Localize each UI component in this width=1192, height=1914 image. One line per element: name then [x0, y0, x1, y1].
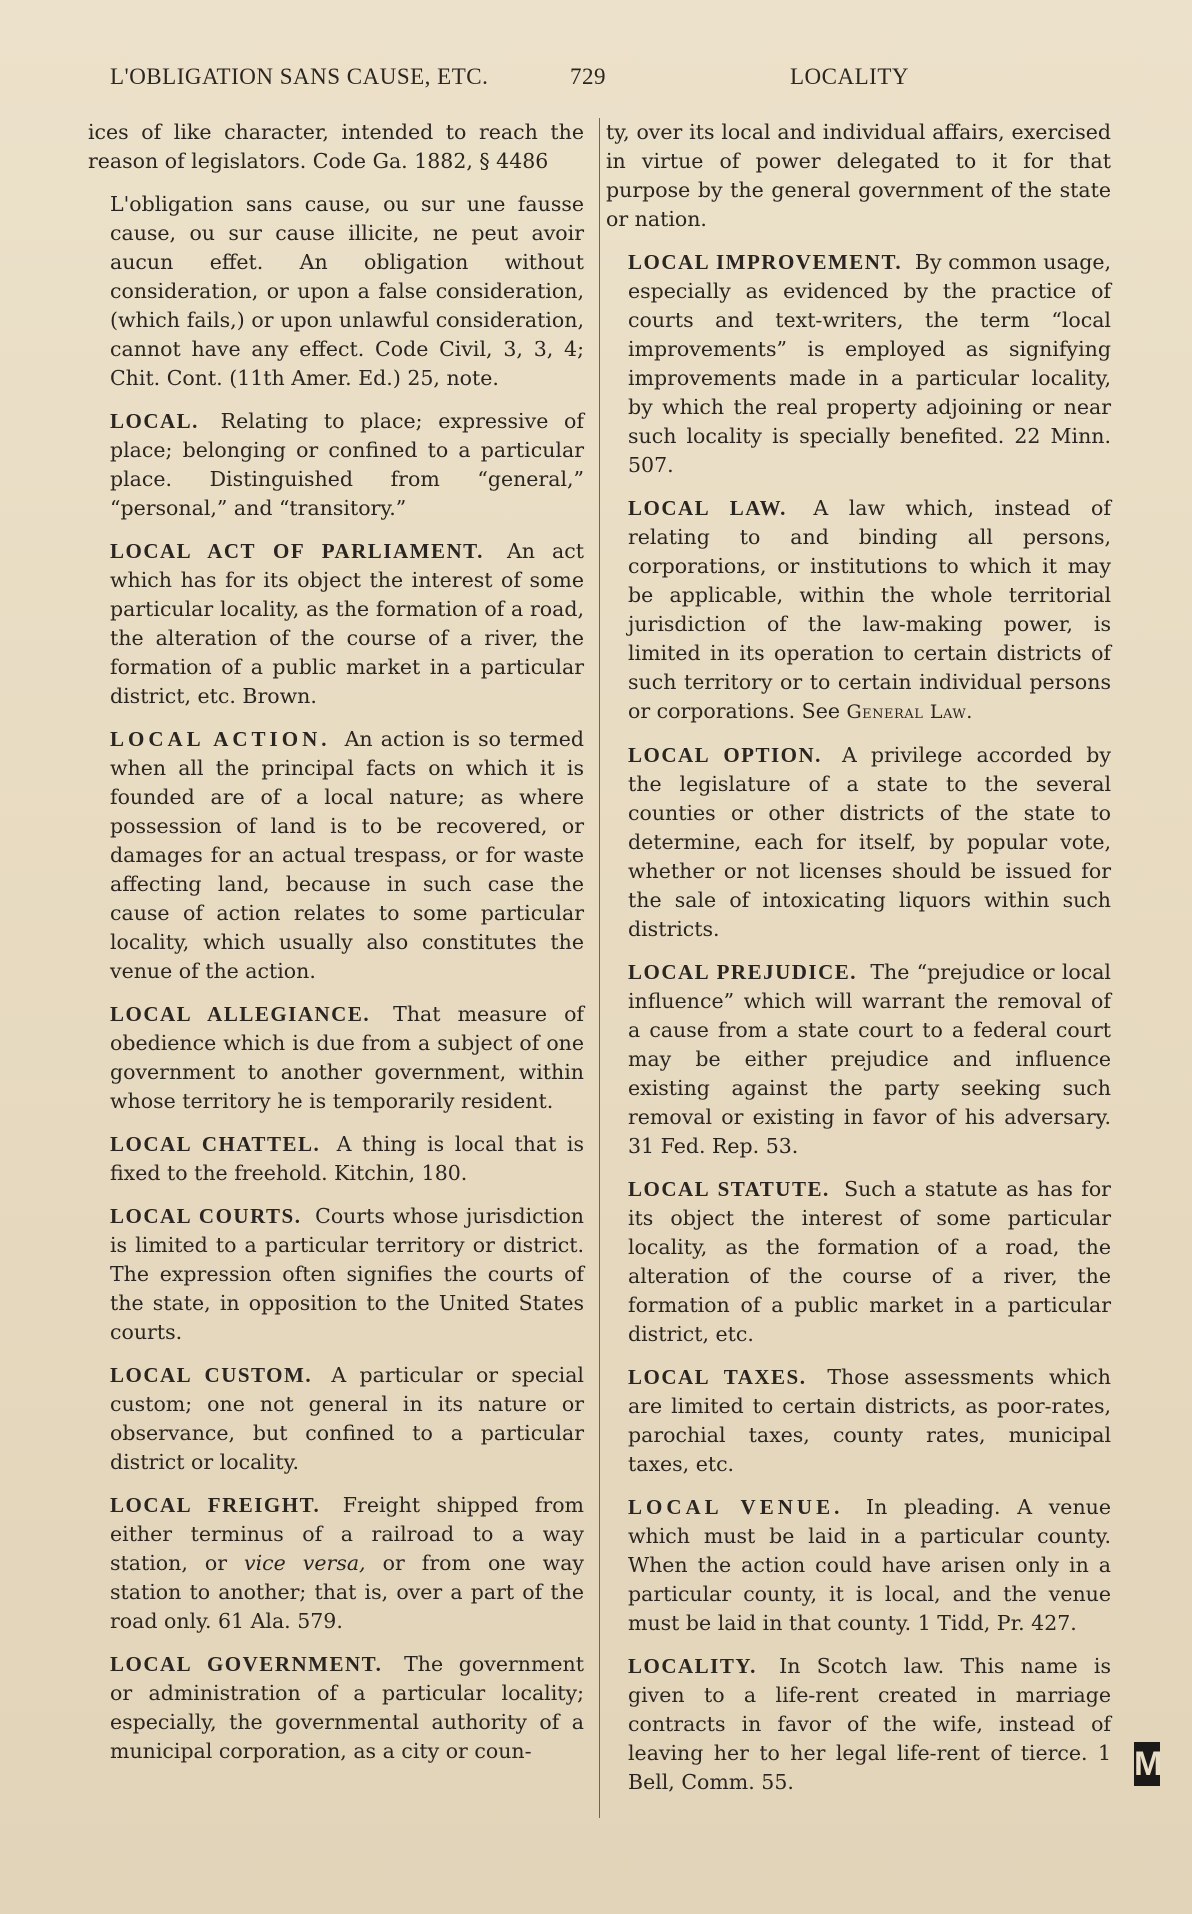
entry-term: LOCALITY.: [628, 1654, 757, 1678]
entry-term: LOCAL STATUTE.: [628, 1177, 830, 1201]
entry-term: LOCAL ALLEGIANCE.: [110, 1002, 371, 1026]
entry-text: L'obligation sans cause, ou sur une fausse cause, ou sur cause illicite, ne peut avoir aucun effet. An obligation without consideration, or upon a false consideration, (which fails,) or upon unlawful consideration, cannot have any effect. Code Civil, 3, 3, 4; Chit. Cont. (11th Amer. Ed.) 25, note.: [110, 192, 584, 390]
dictionary-entry: [88, 1361, 584, 1477]
entry-italic: vice versa,: [244, 1551, 366, 1575]
left-column: [88, 118, 584, 1780]
entry-term: LOCAL ACT OF PARLIAMENT.: [110, 539, 484, 563]
dictionary-entry: [88, 1130, 584, 1188]
entry-text: Such a statute as has for its object the interest of some particular locality, as the formation of a road, the alteration of the course of a river, the formation of a public market in a particular district, etc.: [628, 1177, 1111, 1346]
entry-text: Courts whose jurisdiction is limited to a particular territory or district. The expression often signifies the courts of the state, in opposition to the United States courts.: [110, 1204, 584, 1344]
dictionary-entry: [606, 494, 1111, 727]
dictionary-entry: [88, 118, 584, 176]
dictionary-entry: [88, 1491, 584, 1636]
entry-text: An act which has for its object the interest of some particular locality, as the formation of a road, the alteration of the course of a river, the formation of a public market in a particular district, etc. Brown.: [110, 539, 584, 708]
entry-term: LOCAL OPTION.: [628, 743, 822, 767]
right-column: [606, 118, 1111, 1811]
dictionary-entry: [88, 190, 584, 393]
entry-term: LOCAL CHATTEL.: [110, 1132, 321, 1156]
entry-text: ices of like character, intended to reach the reason of legislators. Code Ga. 1882, § 4486: [88, 120, 584, 173]
entry-text: A particular or special custom; one not general in its nature or observance, but confined to a particular district or locality.: [110, 1363, 584, 1474]
entry-term: LOCAL.: [110, 409, 199, 433]
entry-text: A thing is local that is fixed to the freehold. Kitchin, 180.: [110, 1132, 584, 1185]
entry-term: LOCAL TAXES.: [628, 1365, 807, 1389]
entry-text: In Scotch law. This name is given to a life-rent created in marriage contracts in favor of the wife, instead of leaving her to her legal life-rent of tierce. 1 Bell, Comm. 55.: [628, 1654, 1111, 1794]
entry-text: The “prejudice or local influence” which will warrant the removal of a cause from a state court to a federal court may be either prejudice and influence existing against the party seeking such removal or existing in favor of his adversary. 31 Fed. Rep. 53.: [628, 960, 1111, 1158]
see-also-reference: General Law.: [846, 701, 973, 723]
entry-term: LOCAL IMPROVEMENT.: [628, 250, 903, 274]
dictionary-entry: [606, 1175, 1111, 1349]
entry-text: In pleading. A venue which must be laid in a particular county. When the action could have arisen only in a particular county, it is local, and the venue must be laid in that county. 1 Tidd, Pr. 427.: [628, 1495, 1111, 1635]
dictionary-entry: [606, 1363, 1111, 1479]
entry-term: LOCAL FREIGHT.: [110, 1493, 321, 1517]
entry-term: LOCAL ACTION.: [110, 727, 331, 751]
entry-text: or from one way station to another; that is, over a part of the road only. 61 Ala. 579.: [110, 1551, 584, 1633]
dictionary-entry: [88, 1000, 584, 1116]
running-header: [0, 60, 1192, 100]
entry-term: LOCAL CUSTOM.: [110, 1363, 313, 1387]
dictionary-entry: [606, 1493, 1111, 1638]
entry-text: Relating to place; expressive of place; belonging or confined to a particular place. Distinguished from “general,” “personal,” and “transitory.”: [110, 409, 584, 520]
column-divider: [599, 118, 600, 1818]
entry-text: The government or administration of a particular locality; especially, the governmental authority of a municipal corporation, as a city or coun-: [110, 1652, 584, 1763]
dictionary-entry: [606, 248, 1111, 480]
header-left-title: L'OBLIGATION SANS CAUSE, ETC.: [110, 64, 489, 89]
page-number: 729: [570, 64, 606, 89]
entry-text: A law which, instead of relating to and binding all persons, corporations, or institutions to which it may be applicable, within the whole territorial jurisdiction of the law-making power, is limited in its operation to certain districts of such territory or to certain individual persons or corporations. See: [628, 496, 1111, 723]
dictionary-entry: [88, 1650, 584, 1766]
entry-text: That measure of obedience which is due from a subject of one government to another government, within whose territory he is temporarily resident.: [110, 1002, 584, 1113]
entry-text: By common usage, especially as evidenced by the practice of courts and text-writers, the term “local improvements” is employed as signifying improvements made in a particular locality, by which the real property adjoining or near such locality is specially benefited. 22 Minn. 507.: [628, 250, 1111, 477]
entry-term: LOCAL VENUE.: [628, 1495, 844, 1519]
entry-text: An action is so termed when all the principal facts on which it is founded are of a local nature; as where possession of land is to be recovered, or damages for an actual trespass, or for waste affecting land, because in such case the cause of action relates to some particular locality, which usually also constitutes the venue of the action.: [110, 727, 584, 983]
dictionary-entry: [88, 407, 584, 523]
entry-term: LOCAL COURTS.: [110, 1204, 302, 1228]
dictionary-entry: [88, 725, 584, 986]
entry-text: Freight shipped from either terminus of a railroad to a way station, or: [110, 1493, 584, 1575]
entry-text: ty, over its local and individual affairs, exercised in virtue of power delegated to it for that purpose by the general government of the state or nation.: [606, 120, 1111, 231]
dictionary-entry: [88, 1202, 584, 1347]
header-right-title: LOCALITY: [790, 64, 909, 89]
entry-text: Those assessments which are limited to certain districts, as poor-rates, parochial taxes, county rates, municipal taxes, etc.: [628, 1365, 1111, 1476]
entry-term: LOCAL LAW.: [628, 496, 787, 520]
thumb-index-tab[interactable]: M: [1134, 1742, 1160, 1786]
dictionary-entry: [606, 741, 1111, 944]
dictionary-entry: [606, 958, 1111, 1161]
entry-text: A privilege accorded by the legislature of a state to the several counties or other districts of the state to determine, each for itself, by popular vote, whether or not licenses should be issued for the sale of intoxicating liquors within such districts.: [628, 743, 1111, 941]
dictionary-entry: [88, 537, 584, 711]
entry-term: LOCAL GOVERNMENT.: [110, 1652, 383, 1676]
dictionary-entry: [606, 1652, 1111, 1797]
dictionary-entry: [606, 118, 1111, 234]
entry-term: LOCAL PREJUDICE.: [628, 960, 857, 984]
